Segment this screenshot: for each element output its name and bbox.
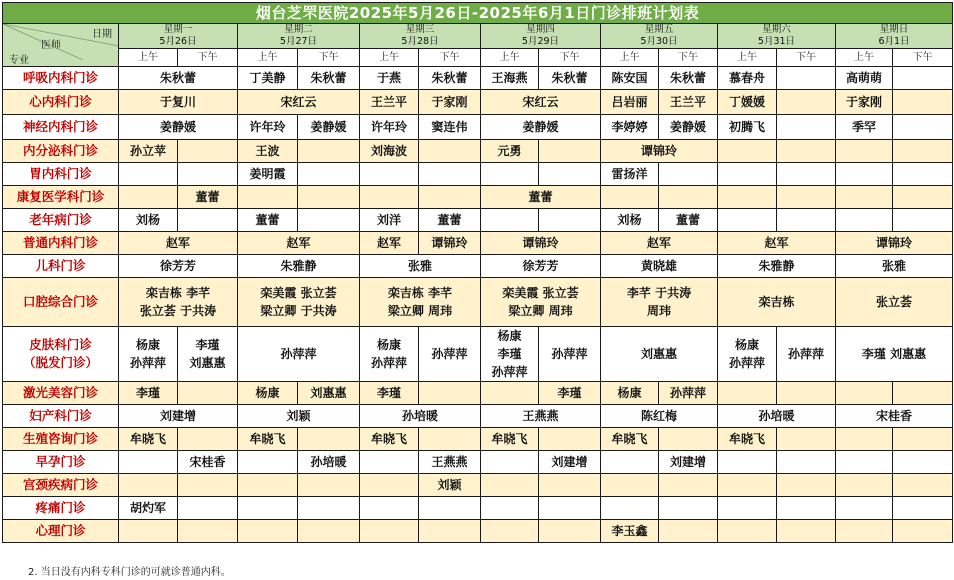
empty-cell	[238, 186, 298, 209]
doctor-cell: 栾吉栋 李芊 张立荟 于共涛	[119, 278, 238, 327]
empty-cell	[178, 497, 238, 520]
corner-date-label: 日期	[92, 29, 112, 40]
department-label: 心理门诊	[3, 520, 119, 543]
doctor-cell: 谭锦玲	[419, 232, 481, 255]
date-label: 5月28日	[401, 36, 439, 47]
doctor-cell: 王燕燕	[481, 405, 601, 428]
empty-cell	[836, 209, 893, 232]
afternoon-header: 下午	[539, 49, 601, 67]
doctor-cell: 窦连伟	[419, 115, 481, 140]
doctor-cell: 孙萍萍	[777, 327, 836, 382]
doctor-cell: 李瑾	[119, 382, 178, 405]
doctor-cell: 赵军	[718, 232, 836, 255]
empty-cell	[777, 474, 836, 497]
doctor-cell: 张雅	[836, 255, 953, 278]
table-row	[3, 405, 953, 428]
empty-cell	[298, 520, 360, 543]
doctor-cell: 黄晓雄	[601, 255, 718, 278]
doctor-cell: 刘惠惠	[601, 327, 718, 382]
morning-header: 上午	[119, 49, 178, 67]
empty-cell	[659, 520, 718, 543]
doctor-cell: 徐芳芳	[119, 255, 238, 278]
empty-cell	[718, 474, 777, 497]
empty-cell	[360, 520, 419, 543]
table-row	[3, 474, 953, 497]
empty-cell	[178, 140, 238, 163]
empty-cell	[539, 497, 601, 520]
empty-cell	[893, 520, 953, 543]
table-row	[3, 67, 953, 90]
doctor-cell: 刘惠惠	[298, 382, 360, 405]
doctor-cell: 谭锦玲	[836, 232, 953, 255]
morning-header: 上午	[718, 49, 777, 67]
empty-cell	[119, 163, 178, 186]
empty-cell	[659, 186, 718, 209]
empty-cell	[836, 520, 893, 543]
doctor-cell: 宋红云	[238, 90, 360, 115]
department-label: 疼痛门诊	[3, 497, 119, 520]
doctor-cell: 栾美霞 张立荟 梁立卿 周玮	[481, 278, 601, 327]
empty-cell	[718, 497, 777, 520]
empty-cell	[298, 497, 360, 520]
doctor-cell: 刘杨	[119, 209, 178, 232]
table-row	[3, 451, 953, 474]
empty-cell	[659, 163, 718, 186]
table-row	[3, 327, 953, 382]
day-header	[238, 24, 360, 49]
empty-cell	[238, 497, 298, 520]
doctor-cell: 刘颖	[238, 405, 360, 428]
empty-cell	[601, 497, 659, 520]
doctor-cell: 初腾飞	[718, 115, 777, 140]
empty-cell	[360, 497, 419, 520]
doctor-cell: 朱秋蕾	[119, 67, 238, 90]
doctor-cell: 姜静媛	[298, 115, 360, 140]
doctor-cell: 陈红梅	[601, 405, 718, 428]
doctor-cell: 牟晓飞	[481, 428, 539, 451]
weekday-label: 星期六	[762, 24, 791, 35]
doctor-cell: 刘洋	[360, 209, 419, 232]
empty-cell	[419, 428, 481, 451]
weekday-label: 星期一	[163, 24, 193, 35]
doctor-cell: 刘建增	[659, 451, 718, 474]
doctor-cell: 陈安国	[601, 67, 659, 90]
doctor-cell: 季罕	[836, 115, 893, 140]
weekday-label: 星期日	[879, 24, 909, 35]
afternoon-header: 下午	[659, 49, 718, 67]
empty-cell	[238, 451, 298, 474]
header-corner	[3, 24, 119, 67]
empty-cell	[360, 451, 419, 474]
doctor-cell: 谭锦玲	[601, 140, 718, 163]
doctor-cell: 谭锦玲	[481, 232, 601, 255]
afternoon-header: 下午	[298, 49, 360, 67]
empty-cell	[893, 67, 953, 90]
morning-header: 上午	[360, 49, 419, 67]
department-label: 宫颈疾病门诊	[3, 474, 119, 497]
empty-cell	[298, 163, 360, 186]
day-header	[836, 24, 953, 49]
doctor-cell: 李芊 于共涛 周玮	[601, 278, 718, 327]
doctor-cell: 孙培暖	[298, 451, 360, 474]
empty-cell	[419, 163, 481, 186]
empty-cell	[539, 140, 601, 163]
department-label: 内分泌科门诊	[3, 140, 119, 163]
doctor-cell: 李瑾 刘惠惠	[178, 327, 238, 382]
empty-cell	[777, 67, 836, 90]
date-label: 5月30日	[640, 36, 678, 47]
doctor-cell: 雷扬洋	[601, 163, 659, 186]
doctor-cell: 王兰平	[360, 90, 419, 115]
table-row	[3, 520, 953, 543]
doctor-cell: 于家刚	[836, 90, 893, 115]
empty-cell	[836, 497, 893, 520]
empty-cell	[178, 474, 238, 497]
schedule-table	[2, 2, 953, 543]
morning-header: 上午	[836, 49, 893, 67]
empty-cell	[893, 474, 953, 497]
empty-cell	[893, 209, 953, 232]
table-row	[3, 186, 953, 209]
doctor-cell: 于家刚	[419, 90, 481, 115]
empty-cell	[718, 163, 777, 186]
doctor-cell: 赵军	[360, 232, 419, 255]
empty-cell	[481, 163, 539, 186]
doctor-cell: 孙培暖	[360, 405, 481, 428]
doctor-cell: 朱秋蕾	[298, 67, 360, 90]
day-header	[718, 24, 836, 49]
doctor-cell: 杨康 孙萍萍	[360, 327, 419, 382]
doctor-cell: 丁媛媛	[718, 90, 777, 115]
table-row	[3, 209, 953, 232]
empty-cell	[119, 451, 178, 474]
doctor-cell: 孙萍萍	[659, 382, 718, 405]
empty-cell	[601, 186, 659, 209]
empty-cell	[836, 140, 893, 163]
doctor-cell: 董蕾	[659, 209, 718, 232]
empty-cell	[777, 382, 836, 405]
doctor-cell: 刘建增	[539, 451, 601, 474]
doctor-cell: 赵军	[238, 232, 360, 255]
date-label: 5月29日	[521, 36, 560, 47]
doctor-cell: 牟晓飞	[601, 428, 659, 451]
doctor-cell: 吕岩丽	[601, 90, 659, 115]
department-label: 心内科门诊	[3, 90, 119, 115]
footnote: 2. 当日没有内科专科门诊的可就诊普通内科。	[28, 567, 231, 578]
doctor-cell: 栾美霞 张立荟 梁立卿 于共涛	[238, 278, 360, 327]
empty-cell	[481, 474, 539, 497]
doctor-cell: 王海燕	[481, 67, 539, 90]
empty-cell	[539, 428, 601, 451]
afternoon-header: 下午	[419, 49, 481, 67]
doctor-cell: 王兰平	[659, 90, 718, 115]
empty-cell	[419, 382, 481, 405]
empty-cell	[298, 140, 360, 163]
empty-cell	[178, 382, 238, 405]
doctor-cell: 牟晓飞	[718, 428, 777, 451]
doctor-cell: 刘海波	[360, 140, 419, 163]
morning-header: 上午	[238, 49, 298, 67]
table-row	[3, 232, 953, 255]
empty-cell	[836, 451, 893, 474]
empty-cell	[836, 163, 893, 186]
empty-cell	[178, 163, 238, 186]
corner-doctor-label: 医师	[41, 40, 61, 51]
department-label: 皮肤科门诊 （脱发门诊）	[3, 327, 119, 382]
empty-cell	[893, 90, 953, 115]
empty-cell	[419, 140, 481, 163]
empty-cell	[718, 451, 777, 474]
doctor-cell: 赵军	[119, 232, 238, 255]
department-label: 胃内科门诊	[3, 163, 119, 186]
empty-cell	[601, 451, 659, 474]
page-title: 烟台芝罘医院2025年5月26日-2025年6月1日门诊排班计划表	[3, 3, 953, 24]
doctor-cell: 丁美静	[238, 67, 298, 90]
doctor-cell: 王燕燕	[419, 451, 481, 474]
doctor-cell: 朱秋蕾	[539, 67, 601, 90]
day-header	[360, 24, 481, 49]
doctor-cell: 孙培暖	[718, 405, 836, 428]
doctor-cell: 许年玲	[360, 115, 419, 140]
empty-cell	[419, 497, 481, 520]
empty-cell	[539, 520, 601, 543]
empty-cell	[893, 140, 953, 163]
doctor-cell: 杨康 李瑾 孙萍萍	[481, 327, 539, 382]
empty-cell	[718, 209, 777, 232]
empty-cell	[836, 186, 893, 209]
department-label: 普通内科门诊	[3, 232, 119, 255]
empty-cell	[777, 520, 836, 543]
doctor-cell: 孙萍萍	[238, 327, 360, 382]
doctor-cell: 于燕	[360, 67, 419, 90]
doctor-cell: 赵军	[601, 232, 718, 255]
doctor-cell: 姜静媛	[481, 115, 601, 140]
doctor-cell: 李瑾	[360, 382, 419, 405]
empty-cell	[298, 474, 360, 497]
empty-cell	[893, 163, 953, 186]
table-row	[3, 90, 953, 115]
doctor-cell: 许年玲	[238, 115, 298, 140]
doctor-cell: 栾吉栋 李芊 梁立卿 周玮	[360, 278, 481, 327]
empty-cell	[481, 451, 539, 474]
doctor-cell: 孙萍萍	[419, 327, 481, 382]
doctor-cell: 李婷婷	[601, 115, 659, 140]
empty-cell	[178, 209, 238, 232]
empty-cell	[419, 520, 481, 543]
empty-cell	[777, 209, 836, 232]
empty-cell	[481, 497, 539, 520]
afternoon-header: 下午	[178, 49, 238, 67]
empty-cell	[893, 382, 953, 405]
date-label: 5月27日	[279, 36, 318, 47]
doctor-cell: 杨康 孙萍萍	[718, 327, 777, 382]
weekday-label: 星期三	[405, 24, 435, 35]
empty-cell	[119, 186, 178, 209]
empty-cell	[481, 209, 539, 232]
empty-cell	[718, 140, 777, 163]
department-label: 妇产科门诊	[3, 405, 119, 428]
doctor-cell: 朱秋蕾	[659, 67, 718, 90]
department-label: 老年病门诊	[3, 209, 119, 232]
doctor-cell: 李玉鑫	[601, 520, 659, 543]
day-header	[119, 24, 238, 49]
empty-cell	[893, 497, 953, 520]
table-row	[3, 255, 953, 278]
empty-cell	[539, 474, 601, 497]
doctor-cell: 刘杨	[601, 209, 659, 232]
doctor-cell: 刘建增	[119, 405, 238, 428]
empty-cell	[119, 520, 178, 543]
afternoon-header: 下午	[777, 49, 836, 67]
table-row	[3, 428, 953, 451]
empty-cell	[360, 163, 419, 186]
day-header	[481, 24, 601, 49]
empty-cell	[298, 209, 360, 232]
empty-cell	[360, 186, 419, 209]
empty-cell	[238, 520, 298, 543]
department-label: 口腔综合门诊	[3, 278, 119, 327]
doctor-cell: 杨康	[238, 382, 298, 405]
doctor-cell: 孙萍萍	[539, 327, 601, 382]
doctor-cell: 栾吉栋	[718, 278, 836, 327]
doctor-cell: 董蕾	[481, 186, 601, 209]
doctor-cell: 牟晓飞	[238, 428, 298, 451]
doctor-cell: 胡灼军	[119, 497, 178, 520]
doctor-cell: 张雅	[360, 255, 481, 278]
empty-cell	[298, 428, 360, 451]
empty-cell	[836, 474, 893, 497]
department-label: 激光美容门诊	[3, 382, 119, 405]
morning-header: 上午	[481, 49, 539, 67]
doctor-cell: 姜静媛	[659, 115, 718, 140]
doctor-cell: 孙立苹	[119, 140, 178, 163]
table-row	[3, 140, 953, 163]
department-label: 早孕门诊	[3, 451, 119, 474]
doctor-cell: 牟晓飞	[119, 428, 178, 451]
doctor-cell: 宋桂香	[836, 405, 953, 428]
table-row	[3, 115, 953, 140]
empty-cell	[893, 115, 953, 140]
empty-cell	[893, 186, 953, 209]
doctor-cell: 牟晓飞	[360, 428, 419, 451]
empty-cell	[893, 451, 953, 474]
afternoon-header: 下午	[893, 49, 953, 67]
empty-cell	[298, 186, 360, 209]
empty-cell	[419, 186, 481, 209]
doctor-cell: 宋红云	[481, 90, 601, 115]
doctor-cell: 董蕾	[419, 209, 481, 232]
empty-cell	[718, 382, 777, 405]
empty-cell	[777, 186, 836, 209]
empty-cell	[659, 497, 718, 520]
empty-cell	[178, 428, 238, 451]
doctor-cell: 张立荟	[836, 278, 953, 327]
empty-cell	[836, 428, 893, 451]
doctor-cell: 李瑾 刘惠惠	[836, 327, 953, 382]
date-label: 5月26日	[159, 36, 197, 47]
department-label: 儿科门诊	[3, 255, 119, 278]
weekday-label: 星期四	[526, 24, 555, 35]
doctor-cell: 董蕾	[238, 209, 298, 232]
doctor-cell: 姜明霞	[238, 163, 298, 186]
empty-cell	[659, 428, 718, 451]
empty-cell	[893, 428, 953, 451]
empty-cell	[777, 140, 836, 163]
table-row	[3, 163, 953, 186]
empty-cell	[601, 474, 659, 497]
weekday-label: 星期五	[644, 24, 674, 35]
date-label: 6月1日	[878, 36, 910, 47]
doctor-cell: 杨康	[601, 382, 659, 405]
empty-cell	[777, 497, 836, 520]
empty-cell	[119, 474, 178, 497]
doctor-cell: 杨康 孙萍萍	[119, 327, 178, 382]
empty-cell	[718, 186, 777, 209]
doctor-cell: 朱秋蕾	[419, 67, 481, 90]
empty-cell	[481, 382, 539, 405]
empty-cell	[836, 382, 893, 405]
empty-cell	[539, 209, 601, 232]
doctor-cell: 姜静媛	[119, 115, 238, 140]
doctor-cell: 于复川	[119, 90, 238, 115]
morning-header: 上午	[601, 49, 659, 67]
doctor-cell: 李瑾	[539, 382, 601, 405]
doctor-cell: 高萌萌	[836, 67, 893, 90]
weekday-label: 星期二	[284, 24, 313, 35]
empty-cell	[539, 163, 601, 186]
doctor-cell: 元勇	[481, 140, 539, 163]
doctor-cell: 朱雅静	[238, 255, 360, 278]
table-row	[3, 382, 953, 405]
empty-cell	[481, 520, 539, 543]
doctor-cell: 宋桂香	[178, 451, 238, 474]
table-row	[3, 497, 953, 520]
empty-cell	[659, 474, 718, 497]
table-row	[3, 278, 953, 327]
empty-cell	[777, 451, 836, 474]
empty-cell	[178, 520, 238, 543]
department-label: 生殖咨询门诊	[3, 428, 119, 451]
day-header	[601, 24, 718, 49]
date-label: 5月31日	[757, 36, 796, 47]
empty-cell	[777, 115, 836, 140]
empty-cell	[360, 474, 419, 497]
department-label: 神经内科门诊	[3, 115, 119, 140]
department-label: 呼吸内科门诊	[3, 67, 119, 90]
empty-cell	[238, 474, 298, 497]
doctor-cell: 徐芳芳	[481, 255, 601, 278]
corner-specialty-label: 专业	[9, 55, 29, 66]
empty-cell	[777, 90, 836, 115]
empty-cell	[718, 520, 777, 543]
department-label: 康复医学科门诊	[3, 186, 119, 209]
doctor-cell: 王波	[238, 140, 298, 163]
empty-cell	[777, 428, 836, 451]
doctor-cell: 慕春舟	[718, 67, 777, 90]
doctor-cell: 朱雅静	[718, 255, 836, 278]
empty-cell	[777, 163, 836, 186]
doctor-cell: 刘颖	[419, 474, 481, 497]
doctor-cell: 董蕾	[178, 186, 238, 209]
